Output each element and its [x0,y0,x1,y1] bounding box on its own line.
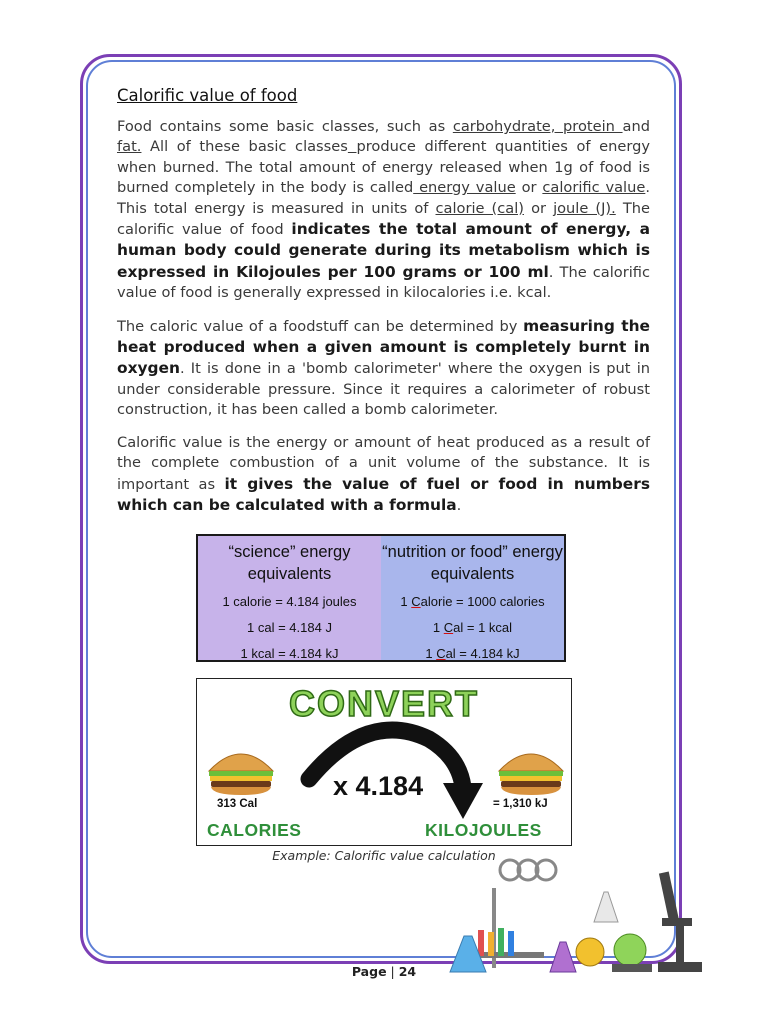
convert-title: CONVERT [288,683,479,724]
text: Calorific value is the energy or amount of heat produced as a result of the complete combustion of a unit volume of the substance. It is important as [117,433,650,493]
capital-c: C [411,594,421,609]
paragraph-1 [117,117,650,304]
carbohydrate-protein-term: carbohydrate, protein [452,118,623,135]
burger-icon [209,754,273,795]
page-content [117,86,650,528]
science-row: 1 cal = 4.184 J [247,620,332,635]
text: produce different quantities of energy when burned. The total amount of energy released when 1g of food is burned completely in the body is called [117,138,650,197]
bold-method: measuring the heat produced when a given amount is completely burnt in oxygen [117,316,650,378]
text: 1 [432,620,444,635]
fat-term: fat. [117,138,142,156]
paragraph-2 [117,316,650,421]
convert-illustration [196,678,572,846]
arrow-head-icon [443,783,483,819]
section-heading: Calorific value of food [117,86,298,105]
text: All of these basic classes [141,138,348,156]
energy-value-term: energy value [413,179,516,197]
text: 1 [425,646,437,661]
text: . [456,496,462,514]
kilojoules-label: KILOJOULES [425,820,542,840]
page-separator: | [386,964,399,979]
bold-importance: it gives the value of fuel or food in numbers which can be calculated with a formula [117,474,650,514]
text: al = 1 kcal [453,620,513,635]
lab-equipment-illustration [440,852,708,980]
text: The caloric value of a foodstuff can be determined by [117,317,524,335]
text: or [515,179,543,197]
nutrition-row [381,615,564,641]
energy-equivalents-table [196,534,566,662]
burger-icon [499,754,563,795]
science-column [198,536,381,660]
funnel-icon [594,892,618,922]
nutrition-row [381,641,564,667]
text: or [523,199,554,217]
calories-label: CALORIES [207,820,302,840]
text: and [622,118,650,135]
page-number: 24 [398,964,417,979]
multiplier-label: x 4.184 [333,771,424,801]
nutrition-row [381,589,564,615]
text: The calorific value of food [117,199,650,239]
round-flask-icon [576,938,604,966]
nutrition-header: “nutrition or food” energy equivalents [382,543,563,583]
page-word: Page [351,964,387,979]
text: . It is done in a 'bomb calorimeter' where the oxygen is put in under considerable pressure. Since it requires a calorimeter of robust construction, it has been called a bomb calorimeter. [117,360,650,419]
calorie-term: calorie (cal) [435,199,524,217]
nutrition-column [381,536,564,660]
science-header: “science” energy equivalents [228,543,351,583]
text: . The calorific value of food is generally expressed in kilocalories i.e. kcal. [117,263,651,302]
science-row: 1 kcal = 4.184 kJ [240,646,339,661]
figure-caption: Example: Calorific value calculation [272,848,496,863]
joule-term: joule (J). [553,199,616,217]
paragraph-3 [117,433,650,517]
kilojoules-value: = 1,310 kJ [493,798,548,810]
text: 1 [400,594,412,609]
capital-c: C [436,646,446,661]
text: alorie = 1000 calories [420,594,545,609]
microscope-icon [658,872,702,972]
text: . This total energy is measured in units of [117,179,650,217]
text: Food contains some basic classes, such as [117,118,453,135]
bold-definition: indicates the total amount of energy, a human body could generate during its metabolism which is expressed in Kilojoules per 100 grams or 100 ml [117,220,650,281]
coil-icon [500,860,556,880]
calories-value: 313 Cal [217,798,258,810]
calorific-value-term: calorific value [542,179,646,197]
capital-c: C [443,620,454,635]
science-row: 1 calorie = 4.184 joules [222,594,357,609]
text: al = 4.184 kJ [445,646,520,661]
page-footer [0,964,768,979]
round-flask-icon [614,934,646,966]
